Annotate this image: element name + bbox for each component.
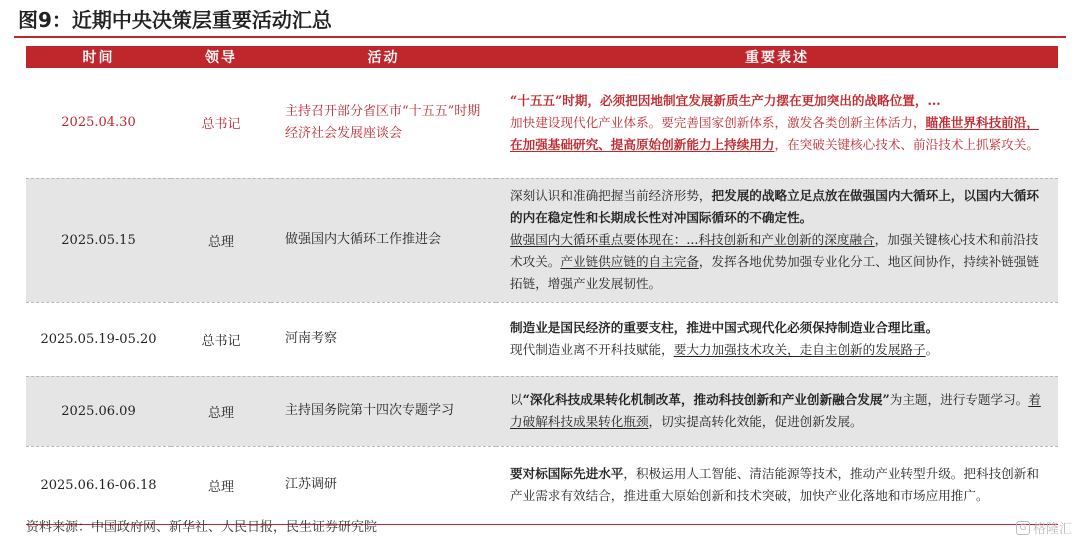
statement-underlined: 着力破解科技成果转化瓶颈 [510, 392, 1041, 429]
statement-underlined: 产业链供应链的自主完备 [560, 254, 699, 269]
row-date: 2025.05.19-05.20 [26, 302, 171, 376]
row-statement [496, 68, 1058, 178]
row-leader: 总理 [171, 178, 271, 302]
statement-text: ，在突破关键核心技术、前沿技术上抓紧攻关。 [774, 136, 1039, 152]
statement-text: ，加强关键核心技术和前沿技术攻关。 [510, 232, 1039, 269]
header-time: 时间 [26, 46, 171, 68]
row-statement [496, 178, 1058, 302]
table-row [26, 178, 1058, 302]
row-statement [496, 446, 1058, 524]
statement-text: 为主题，进行专题学习。 [889, 392, 1029, 407]
row-activity: 江苏调研 [271, 446, 496, 524]
header-leader: 领导 [171, 46, 271, 68]
row-leader: 总理 [171, 446, 271, 524]
header-activity: 活动 [271, 46, 496, 68]
table-header-row [26, 46, 1058, 68]
gelonghui-logo-icon: G [1016, 521, 1030, 535]
row-leader: 总书记 [201, 117, 241, 133]
activities-table [26, 46, 1058, 525]
row-activity: 主持国务院第十四次专题学习 [271, 376, 496, 446]
statement-underlined: 做强国内大循环重点要体现在： [510, 232, 687, 247]
statement-text: 加快建设现代化产业体系。要完善国家创新体系，激发各类创新主体活力， [510, 114, 926, 130]
row-date: 2025.06.09 [26, 376, 171, 446]
row-statement [496, 302, 1058, 376]
statement-text: ，发挥各地优势加强专业化分工、地区间协作，持续补链强链拓链，增强产业发展韧性。 [510, 254, 1039, 291]
statement-bold: 要对标国际先进水平 [510, 466, 624, 481]
row-activity: 河南考察 [271, 302, 496, 376]
row-statement [496, 376, 1058, 446]
row-activity: 做强国内大循环工作推进会 [271, 178, 496, 302]
row-leader: 总书记 [171, 302, 271, 376]
table-row [26, 68, 1058, 178]
statement-bold: 制造业是国民经济的重要支柱，推进中国式现代化必须保持制造业合理比重。 [510, 320, 939, 335]
statement-text: 以 [510, 392, 523, 407]
row-date: 2025.06.16-06.18 [26, 446, 171, 524]
row-activity: 主持召开部分省区市“十五五”时期经济社会发展座谈会 [285, 103, 481, 141]
statement-text: ，积极运用人工智能、清洁能源等技术，推动产业转型升级。把科技创新和产业需求有效结合，推进重大原始创新和技术突破，加快产业化落地和市场应用推广。 [510, 466, 1039, 503]
statement-bold: 把发展的战略立足点放在做强国内大循环上，以国内大循环的内在稳定性和长期成长性对冲国际循环的不确定性。 [510, 188, 1039, 225]
statement-text: ，切实提高转化效能，促进创新发展。 [648, 414, 863, 429]
statement-text: 。 [925, 342, 939, 357]
statement-text: 现代制造业离不开科技赋能， [510, 342, 674, 357]
header-statement: 重要表述 [496, 46, 1058, 68]
table-row [26, 376, 1058, 446]
watermark [1016, 518, 1072, 537]
figure-title: 图9：近期中央决策层重要活动汇总 [18, 8, 332, 32]
source-note: 资料来源：中国政府网、新华社、人民日报，民生证券研究院 [26, 520, 378, 535]
title-rule [14, 36, 1066, 38]
statement-underlined: 瞄准世界科技前沿，在加强基础研究、提高原始创新能力上持续用力 [510, 114, 1039, 152]
row-leader: 总理 [171, 376, 271, 446]
statement-underlined: 要大力加强技术攻关，走自主创新的发展路子 [673, 342, 926, 357]
table-row [26, 302, 1058, 376]
watermark-text: 格隆汇 [1032, 522, 1072, 537]
statement-bold: “深化科技成果转化机制改革，推动科技创新和产业创新融合发展” [522, 392, 890, 407]
statement-bold: “十五五”时期，必须把因地制宜发展新质生产力摆在更加突出的战略位置，... [510, 92, 941, 108]
row-date: 2025.05.15 [26, 178, 171, 302]
statement-text: 深刻认识和准确把握当前经济形势， [510, 188, 712, 203]
row-date: 2025.04.30 [61, 115, 136, 131]
table-row [26, 446, 1058, 524]
statement-underlined: ...科技创新和产业创新的深度融合 [686, 232, 875, 247]
